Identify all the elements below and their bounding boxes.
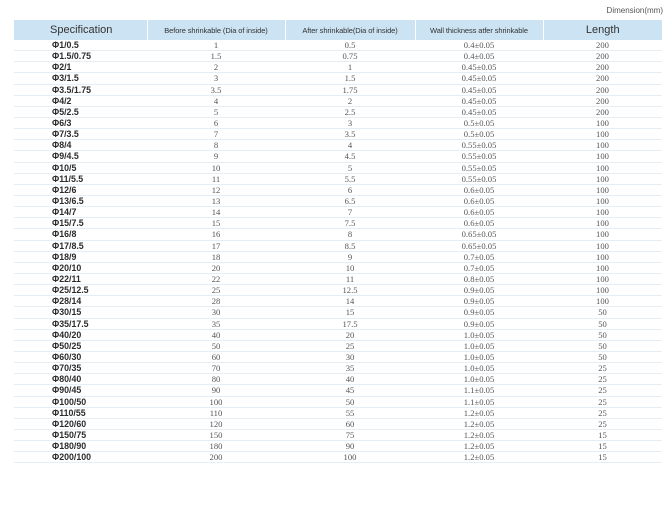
- table-row: [14, 318, 662, 329]
- length-cell: 15: [543, 452, 662, 463]
- length-cell: 25: [543, 396, 662, 407]
- spec-cell: Φ9/4.5: [14, 151, 147, 162]
- after-cell: 5.5: [285, 173, 415, 184]
- spec-cell: Φ80/40: [14, 374, 147, 385]
- wall-thickness-cell: 0.9±0.05: [415, 318, 543, 329]
- after-cell: 7.5: [285, 218, 415, 229]
- wall-thickness-cell: 0.6±0.05: [415, 218, 543, 229]
- table-row: [14, 340, 662, 351]
- after-cell: 7: [285, 207, 415, 218]
- wall-thickness-cell: 0.65±0.05: [415, 229, 543, 240]
- after-cell: 8: [285, 229, 415, 240]
- length-cell: 25: [543, 374, 662, 385]
- length-cell: 200: [543, 51, 662, 62]
- after-cell: 35: [285, 363, 415, 374]
- length-cell: 100: [543, 140, 662, 151]
- before-cell: 6: [147, 117, 285, 128]
- header-specification: Specification: [14, 20, 147, 40]
- before-cell: 28: [147, 296, 285, 307]
- table-row: [14, 441, 662, 452]
- table-row: [14, 151, 662, 162]
- table-row: [14, 418, 662, 429]
- spec-cell: Φ11/5.5: [14, 173, 147, 184]
- spec-cell: Φ5/2.5: [14, 106, 147, 117]
- length-cell: 200: [543, 106, 662, 117]
- before-cell: 180: [147, 441, 285, 452]
- table-row: [14, 307, 662, 318]
- length-cell: 50: [543, 307, 662, 318]
- after-cell: 60: [285, 418, 415, 429]
- before-cell: 8: [147, 140, 285, 151]
- length-cell: 200: [543, 95, 662, 106]
- spec-cell: Φ60/30: [14, 351, 147, 362]
- header-wall-thickness: Wall thickness atfer shrinkable: [415, 20, 543, 40]
- table-row: [14, 207, 662, 218]
- after-cell: 75: [285, 429, 415, 440]
- spec-cell: Φ1/0.5: [14, 40, 147, 51]
- spec-cell: Φ150/75: [14, 429, 147, 440]
- length-cell: 100: [543, 173, 662, 184]
- wall-thickness-cell: 0.5±0.05: [415, 117, 543, 128]
- spec-cell: Φ90/45: [14, 385, 147, 396]
- length-cell: 100: [543, 129, 662, 140]
- wall-thickness-cell: 0.55±0.05: [415, 173, 543, 184]
- spec-cell: Φ12/6: [14, 184, 147, 195]
- header-after-shrinkable: After shrinkable(Dia of inside): [285, 20, 415, 40]
- table-row: [14, 452, 662, 463]
- length-cell: 50: [543, 340, 662, 351]
- spec-cell: Φ22/11: [14, 273, 147, 284]
- wall-thickness-cell: 0.55±0.05: [415, 151, 543, 162]
- table-row: [14, 140, 662, 151]
- before-cell: 200: [147, 452, 285, 463]
- table-row: [14, 162, 662, 173]
- wall-thickness-cell: 1.2±0.05: [415, 441, 543, 452]
- wall-thickness-cell: 0.65±0.05: [415, 240, 543, 251]
- wall-thickness-cell: 0.45±0.05: [415, 84, 543, 95]
- after-cell: 8.5: [285, 240, 415, 251]
- before-cell: 10: [147, 162, 285, 173]
- before-cell: 35: [147, 318, 285, 329]
- length-cell: 100: [543, 218, 662, 229]
- spec-cell: Φ28/14: [14, 296, 147, 307]
- spec-cell: Φ3/1.5: [14, 73, 147, 84]
- table-row: [14, 84, 662, 95]
- before-cell: 80: [147, 374, 285, 385]
- table-body: [14, 40, 662, 463]
- length-cell: 100: [543, 285, 662, 296]
- length-cell: 200: [543, 73, 662, 84]
- wall-thickness-cell: 1.0±0.05: [415, 374, 543, 385]
- length-cell: 100: [543, 184, 662, 195]
- length-cell: 50: [543, 329, 662, 340]
- table-header-row: [14, 20, 662, 40]
- table-row: [14, 240, 662, 251]
- wall-thickness-cell: 0.55±0.05: [415, 140, 543, 151]
- length-cell: 100: [543, 229, 662, 240]
- spec-cell: Φ30/15: [14, 307, 147, 318]
- wall-thickness-cell: 0.8±0.05: [415, 273, 543, 284]
- wall-thickness-cell: 0.4±0.05: [415, 51, 543, 62]
- length-cell: 100: [543, 162, 662, 173]
- length-cell: 100: [543, 151, 662, 162]
- header-before-shrinkable: Before shrinkable (Dia of inside): [147, 20, 285, 40]
- wall-thickness-cell: 0.5±0.05: [415, 129, 543, 140]
- before-cell: 50: [147, 340, 285, 351]
- length-cell: 50: [543, 351, 662, 362]
- after-cell: 20: [285, 329, 415, 340]
- wall-thickness-cell: 0.9±0.05: [415, 285, 543, 296]
- spec-cell: Φ15/7.5: [14, 218, 147, 229]
- wall-thickness-cell: 0.4±0.05: [415, 40, 543, 51]
- before-cell: 17: [147, 240, 285, 251]
- wall-thickness-cell: 0.45±0.05: [415, 106, 543, 117]
- wall-thickness-cell: 0.9±0.05: [415, 296, 543, 307]
- spec-cell: Φ6/3: [14, 117, 147, 128]
- spec-cell: Φ3.5/1.75: [14, 84, 147, 95]
- table-row: [14, 273, 662, 284]
- after-cell: 2: [285, 95, 415, 106]
- before-cell: 13: [147, 195, 285, 206]
- table-row: [14, 173, 662, 184]
- before-cell: 22: [147, 273, 285, 284]
- wall-thickness-cell: 1.0±0.05: [415, 329, 543, 340]
- length-cell: 25: [543, 363, 662, 374]
- after-cell: 0.75: [285, 51, 415, 62]
- table-row: [14, 407, 662, 418]
- before-cell: 18: [147, 251, 285, 262]
- before-cell: 2: [147, 62, 285, 73]
- before-cell: 11: [147, 173, 285, 184]
- length-cell: 100: [543, 251, 662, 262]
- before-cell: 120: [147, 418, 285, 429]
- after-cell: 45: [285, 385, 415, 396]
- wall-thickness-cell: 0.45±0.05: [415, 73, 543, 84]
- before-cell: 16: [147, 229, 285, 240]
- length-cell: 100: [543, 273, 662, 284]
- spec-cell: Φ180/90: [14, 441, 147, 452]
- spec-cell: Φ7/3.5: [14, 129, 147, 140]
- after-cell: 3.5: [285, 129, 415, 140]
- after-cell: 25: [285, 340, 415, 351]
- before-cell: 1: [147, 40, 285, 51]
- table-row: [14, 396, 662, 407]
- after-cell: 1: [285, 62, 415, 73]
- table-row: [14, 374, 662, 385]
- before-cell: 100: [147, 396, 285, 407]
- spec-cell: Φ50/25: [14, 340, 147, 351]
- table-row: [14, 62, 662, 73]
- table-row: [14, 218, 662, 229]
- length-cell: 100: [543, 240, 662, 251]
- after-cell: 1.5: [285, 73, 415, 84]
- before-cell: 15: [147, 218, 285, 229]
- length-cell: 50: [543, 318, 662, 329]
- after-cell: 6.5: [285, 195, 415, 206]
- table-row: [14, 285, 662, 296]
- table-row: [14, 51, 662, 62]
- table-row: [14, 251, 662, 262]
- before-cell: 90: [147, 385, 285, 396]
- length-cell: 200: [543, 40, 662, 51]
- spec-cell: Φ35/17.5: [14, 318, 147, 329]
- after-cell: 12.5: [285, 285, 415, 296]
- spec-cell: Φ1.5/0.75: [14, 51, 147, 62]
- wall-thickness-cell: 0.6±0.05: [415, 207, 543, 218]
- after-cell: 2.5: [285, 106, 415, 117]
- specification-table: [14, 20, 662, 463]
- spec-cell: Φ8/4: [14, 140, 147, 151]
- wall-thickness-cell: 0.7±0.05: [415, 262, 543, 273]
- after-cell: 9: [285, 251, 415, 262]
- spec-cell: Φ70/35: [14, 363, 147, 374]
- spec-cell: Φ100/50: [14, 396, 147, 407]
- spec-cell: Φ20/10: [14, 262, 147, 273]
- after-cell: 14: [285, 296, 415, 307]
- before-cell: 20: [147, 262, 285, 273]
- wall-thickness-cell: 1.2±0.05: [415, 418, 543, 429]
- after-cell: 55: [285, 407, 415, 418]
- length-cell: 200: [543, 62, 662, 73]
- after-cell: 1.75: [285, 84, 415, 95]
- table-row: [14, 195, 662, 206]
- length-cell: 25: [543, 407, 662, 418]
- spec-cell: Φ40/20: [14, 329, 147, 340]
- after-cell: 6: [285, 184, 415, 195]
- after-cell: 100: [285, 452, 415, 463]
- length-cell: 100: [543, 117, 662, 128]
- before-cell: 25: [147, 285, 285, 296]
- after-cell: 10: [285, 262, 415, 273]
- wall-thickness-cell: 0.45±0.05: [415, 95, 543, 106]
- before-cell: 1.5: [147, 51, 285, 62]
- wall-thickness-cell: 1.0±0.05: [415, 340, 543, 351]
- spec-cell: Φ2/1: [14, 62, 147, 73]
- spec-cell: Φ17/8.5: [14, 240, 147, 251]
- wall-thickness-cell: 1.0±0.05: [415, 351, 543, 362]
- table-row: [14, 296, 662, 307]
- wall-thickness-cell: 1.1±0.05: [415, 396, 543, 407]
- length-cell: 100: [543, 207, 662, 218]
- length-cell: 25: [543, 385, 662, 396]
- after-cell: 40: [285, 374, 415, 385]
- after-cell: 11: [285, 273, 415, 284]
- table-row: [14, 429, 662, 440]
- spec-cell: Φ16/8: [14, 229, 147, 240]
- after-cell: 17.5: [285, 318, 415, 329]
- after-cell: 5: [285, 162, 415, 173]
- spec-cell: Φ18/9: [14, 251, 147, 262]
- before-cell: 150: [147, 429, 285, 440]
- spec-cell: Φ25/12.5: [14, 285, 147, 296]
- header-length: Length: [543, 20, 662, 40]
- length-cell: 100: [543, 262, 662, 273]
- table-row: [14, 73, 662, 84]
- wall-thickness-cell: 0.9±0.05: [415, 307, 543, 318]
- table-row: [14, 117, 662, 128]
- spec-cell: Φ10/5: [14, 162, 147, 173]
- wall-thickness-cell: 0.7±0.05: [415, 251, 543, 262]
- table-row: [14, 363, 662, 374]
- after-cell: 50: [285, 396, 415, 407]
- before-cell: 110: [147, 407, 285, 418]
- wall-thickness-cell: 1.0±0.05: [415, 363, 543, 374]
- spec-cell: Φ200/100: [14, 452, 147, 463]
- table-row: [14, 262, 662, 273]
- before-cell: 12: [147, 184, 285, 195]
- table-row: [14, 40, 662, 51]
- before-cell: 9: [147, 151, 285, 162]
- wall-thickness-cell: 1.2±0.05: [415, 429, 543, 440]
- spec-cell: Φ4/2: [14, 95, 147, 106]
- wall-thickness-cell: 1.2±0.05: [415, 407, 543, 418]
- before-cell: 70: [147, 363, 285, 374]
- after-cell: 3: [285, 117, 415, 128]
- table-row: [14, 329, 662, 340]
- table-row: [14, 351, 662, 362]
- table-row: [14, 184, 662, 195]
- dimension-unit-label: Dimension(mm): [606, 6, 663, 15]
- spec-cell: Φ120/60: [14, 418, 147, 429]
- length-cell: 100: [543, 195, 662, 206]
- length-cell: 25: [543, 418, 662, 429]
- table-row: [14, 229, 662, 240]
- before-cell: 7: [147, 129, 285, 140]
- wall-thickness-cell: 0.45±0.05: [415, 62, 543, 73]
- after-cell: 0.5: [285, 40, 415, 51]
- length-cell: 100: [543, 296, 662, 307]
- after-cell: 30: [285, 351, 415, 362]
- wall-thickness-cell: 1.2±0.05: [415, 452, 543, 463]
- table-row: [14, 106, 662, 117]
- table-row: [14, 385, 662, 396]
- after-cell: 4.5: [285, 151, 415, 162]
- before-cell: 40: [147, 329, 285, 340]
- before-cell: 14: [147, 207, 285, 218]
- before-cell: 3.5: [147, 84, 285, 95]
- spec-cell: Φ110/55: [14, 407, 147, 418]
- wall-thickness-cell: 0.6±0.05: [415, 195, 543, 206]
- wall-thickness-cell: 1.1±0.05: [415, 385, 543, 396]
- after-cell: 4: [285, 140, 415, 151]
- before-cell: 3: [147, 73, 285, 84]
- table-row: [14, 129, 662, 140]
- before-cell: 30: [147, 307, 285, 318]
- before-cell: 4: [147, 95, 285, 106]
- length-cell: 15: [543, 441, 662, 452]
- wall-thickness-cell: 0.55±0.05: [415, 162, 543, 173]
- spec-cell: Φ13/6.5: [14, 195, 147, 206]
- length-cell: 200: [543, 84, 662, 95]
- after-cell: 15: [285, 307, 415, 318]
- before-cell: 5: [147, 106, 285, 117]
- after-cell: 90: [285, 441, 415, 452]
- wall-thickness-cell: 0.6±0.05: [415, 184, 543, 195]
- length-cell: 15: [543, 429, 662, 440]
- spec-cell: Φ14/7: [14, 207, 147, 218]
- table-row: [14, 95, 662, 106]
- before-cell: 60: [147, 351, 285, 362]
